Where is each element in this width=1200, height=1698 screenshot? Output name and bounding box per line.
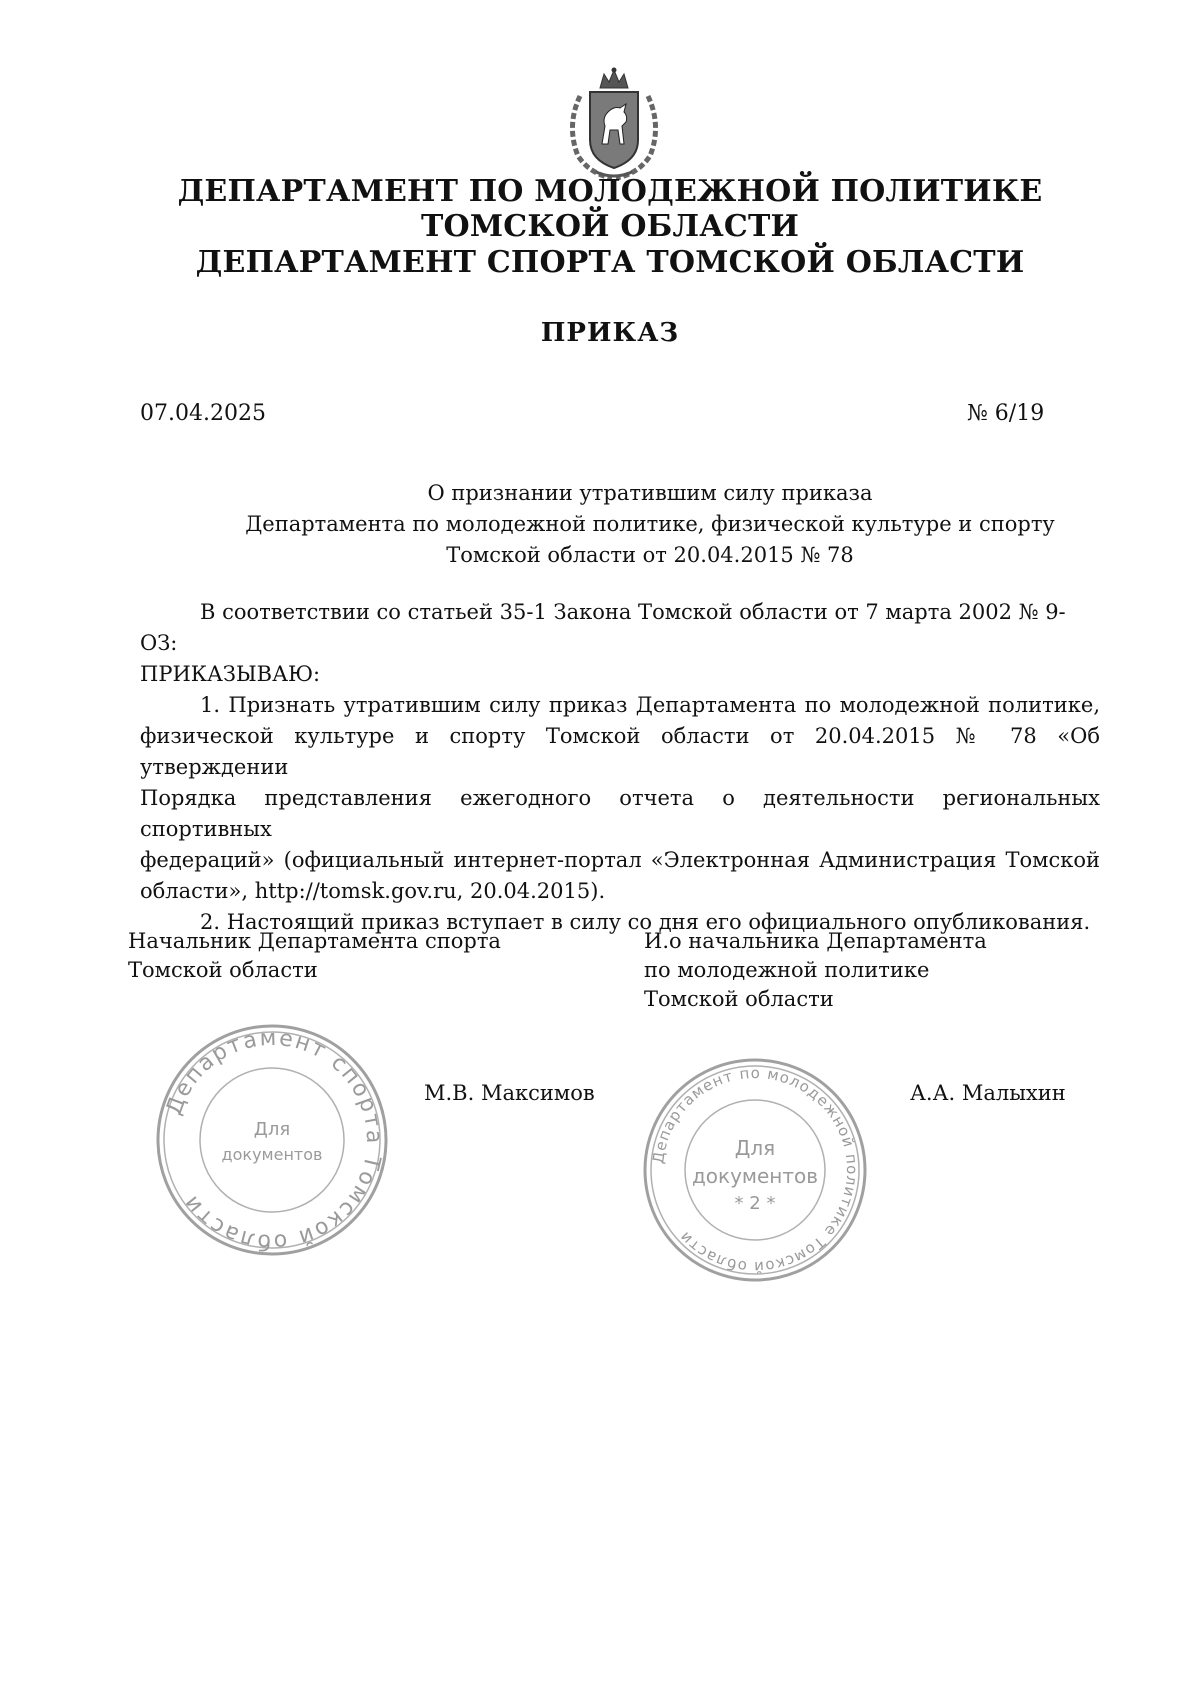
coat-of-arms-emblem <box>562 66 666 184</box>
right-stamp-ring-text: Департамент по молодежной политике Томской области <box>649 1063 862 1277</box>
left-stamp-center-2: документов <box>221 1145 323 1164</box>
order-body <box>140 597 1100 938</box>
right-position-line-2: по молодежной политике <box>644 958 930 982</box>
right-position-line-1: И.о начальника Департамента <box>644 929 987 953</box>
left-position-line-1: Начальник Департамента спорта <box>128 929 501 953</box>
order-subject <box>240 478 1060 571</box>
order-date: 07.04.2025 <box>140 401 266 426</box>
left-stamp-ring-text: Департамент спорта Томской области <box>161 1025 387 1255</box>
command-word: ПРИКАЗЫВАЮ: <box>140 662 321 686</box>
left-position-line-2: Томской области <box>128 958 318 982</box>
left-signatory-position <box>128 927 501 985</box>
left-official-stamp <box>152 1020 392 1260</box>
right-signatory-position <box>644 927 987 1014</box>
right-signatory-name: А.А. Малыхин <box>910 1081 1066 1105</box>
item-1-line-5: области», http://tomsk.gov.ru, 20.04.2015). <box>140 879 606 903</box>
right-stamp-center-2: документов <box>691 1164 819 1188</box>
item-1-line-1: 1. Признать утратившим силу приказ Департамента по молодежной политике, <box>200 693 1100 717</box>
right-stamp-center-1: Для <box>734 1136 776 1160</box>
item-1-line-4: федераций» (официальный интернет-портал «Электронная Администрация Томской <box>140 848 1100 872</box>
right-stamp-center-3: * 2 * <box>734 1193 776 1214</box>
header-line-1: ДЕПАРТАМЕНТ ПО МОЛОДЕЖНОЙ ПОЛИТИКЕ <box>177 174 1043 209</box>
right-position-line-3: Томской области <box>644 987 834 1011</box>
subject-line-1: О признании утратившим силу приказа <box>427 481 873 505</box>
header-line-2: ТОМСКОЙ ОБЛАСТИ <box>420 209 800 244</box>
order-number: № 6/19 <box>967 401 1045 426</box>
subject-line-3: Томской области от 20.04.2015 № 78 <box>446 543 854 567</box>
item-1-line-2: физической культуре и спорту Томской области от 20.04.2015 № 78 «Об утверждении <box>140 724 1100 779</box>
basis-paragraph: В соответствии со статьей 35-1 Закона Томской области от 7 марта 2002 № 9-ОЗ: <box>140 600 1066 655</box>
svg-text:Департамент спорта Томской обл <box>162 1026 386 1254</box>
header-line-3: ДЕПАРТАМЕНТ СПОРТА ТОМСКОЙ ОБЛАСТИ <box>195 245 1025 280</box>
order-title: ПРИКАЗ <box>540 318 680 348</box>
item-2-paragraph: 2. Настоящий приказ вступает в силу со дня его официального опубликования. <box>200 910 1091 934</box>
right-official-stamp <box>640 1055 870 1285</box>
item-1-line-3: Порядка представления ежегодного отчета о деятельности региональных спортивных <box>140 786 1100 841</box>
subject-line-2: Департамента по молодежной политике, физической культуре и спорту <box>245 512 1055 536</box>
left-stamp-center-1: Для <box>253 1119 291 1140</box>
left-signatory-name: М.В. Максимов <box>424 1081 595 1105</box>
